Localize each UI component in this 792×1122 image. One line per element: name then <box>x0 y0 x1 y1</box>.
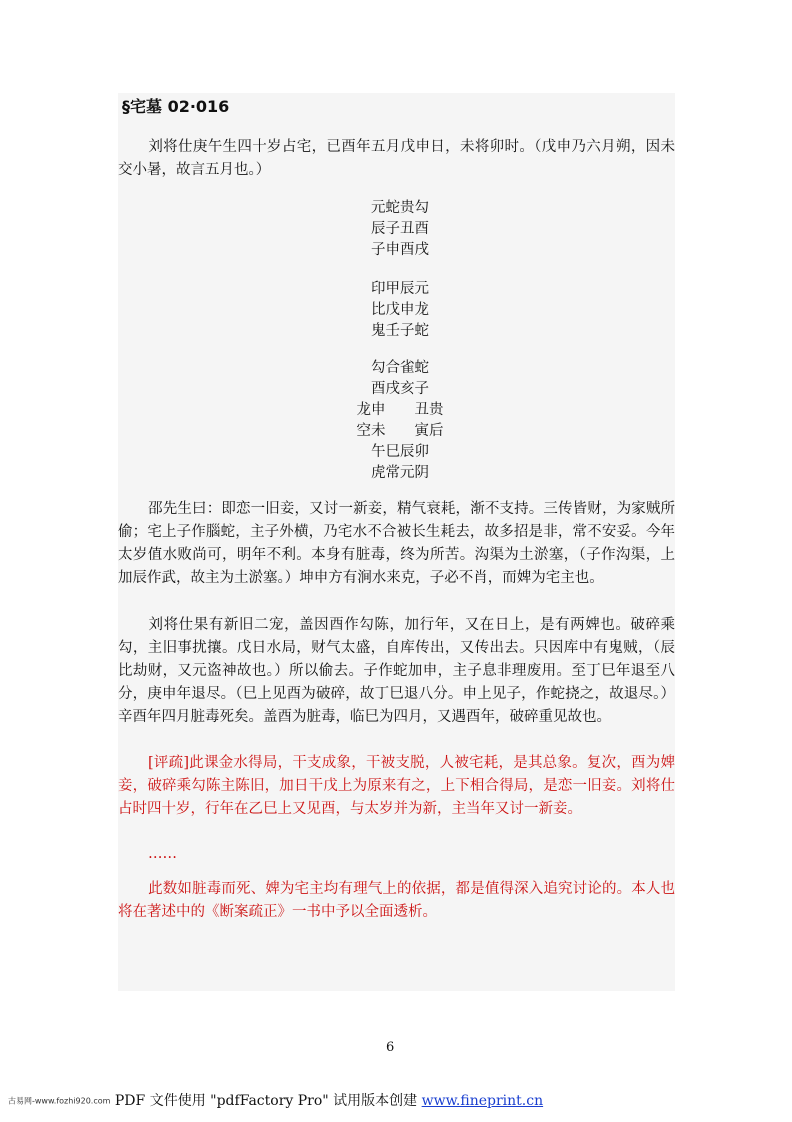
commentary-paragraph: [评疏]此课金水得局，干支成象，干被支脱，人被宅耗，是其总象。复次，酉为婢妾，破碎乘勾陈主陈旧，加日干戊上为原来有之，上下相合得局，是恋一旧妾。刘将仕占时四十岁，行年在乙巳上又见酉，与太岁并为新，主当年又讨一新妾。 <box>118 755 675 817</box>
chart-line: 比戊申龙 <box>371 302 429 318</box>
result-paragraph: 刘将仕果有新旧二宠，盖因酉作勾陈，加行年，又在日上，是有两婢也。破碎乘勾，主旧事扰攘。戊日水局，财气太盛，自库传出，又传出去。只因库中有鬼贼，（辰比劫财，又元盗神故也。）所以偷去。子作蛇加申，主子息非理废用。至丁巳年退至八分，庚申年退尽。（巳上见酉为破碎，故丁巳退八分。申上见子，作蛇挠之，故退尽。）辛酉年四月脏毒死矣。盖酉为脏毒，临巳为四月，又遇酉年，破碎重见故也。 <box>118 617 675 725</box>
page-number: 6 <box>386 1040 395 1055</box>
chart-line: 勾合雀蛇 <box>371 360 429 376</box>
chart-line: 虎常元阴 <box>371 465 429 481</box>
section-heading: §宅墓 02·016 <box>122 97 230 116</box>
chart-line: 空未 寅后 <box>356 423 444 439</box>
fineprint-link[interactable]: www.fineprint.cn <box>421 1093 544 1109</box>
chart-line: 辰子丑酉 <box>371 221 429 237</box>
intro-paragraph: 刘将仕庚午生四十岁占宅，已酉年五月戊申日，未将卯时。（戊申乃六月朔，因未交小暑，故言五月也。） <box>118 139 675 178</box>
site-watermark: 古易网-www.fozhi920.com <box>8 1096 111 1106</box>
chart-line: 子申酉戌 <box>371 242 429 258</box>
chart-line: 午巳辰卯 <box>371 444 429 460</box>
lesson-chart-block-3 <box>330 358 470 484</box>
chart-line: 鬼壬子蛇 <box>371 323 429 339</box>
conclusion-paragraph: 此数如脏毒而死、婢为宅主均有理气上的依据，都是值得深入追究讨论的。本人也将在著述中的《断案疏正》一书中予以全面透析。 <box>118 881 675 920</box>
chart-line: 龙申 丑贵 <box>356 402 444 418</box>
chart-line: 元蛇贵勾 <box>371 200 429 216</box>
ellipsis: …… <box>148 846 177 862</box>
chart-line: 印甲辰元 <box>371 281 429 297</box>
lesson-chart-block-2 <box>330 279 470 342</box>
footer-text: PDF 文件使用 "pdfFactory Pro" 试用版本创建 <box>114 1093 422 1109</box>
pdf-footer <box>8 1090 543 1110</box>
lesson-chart-block-1 <box>330 198 470 261</box>
shao-paragraph: 邵先生曰：即恋一旧妾，又讨一新妾，精气衰耗，渐不支持。三传皆财，为家贼所偷；宅上子作腦蛇，主子外横，乃宅水不合被长生耗去，故多招是非，常不安妥。今年太岁值水败尚可，明年不利。本身有脏毒，终为所苦。沟渠为土淤塞，（子作沟渠，上加辰作武，故主为土淤塞。）坤申方有涧水来克，子必不肖，而婢为宅主也。 <box>118 501 675 586</box>
chart-line: 酉戌亥子 <box>371 381 429 397</box>
